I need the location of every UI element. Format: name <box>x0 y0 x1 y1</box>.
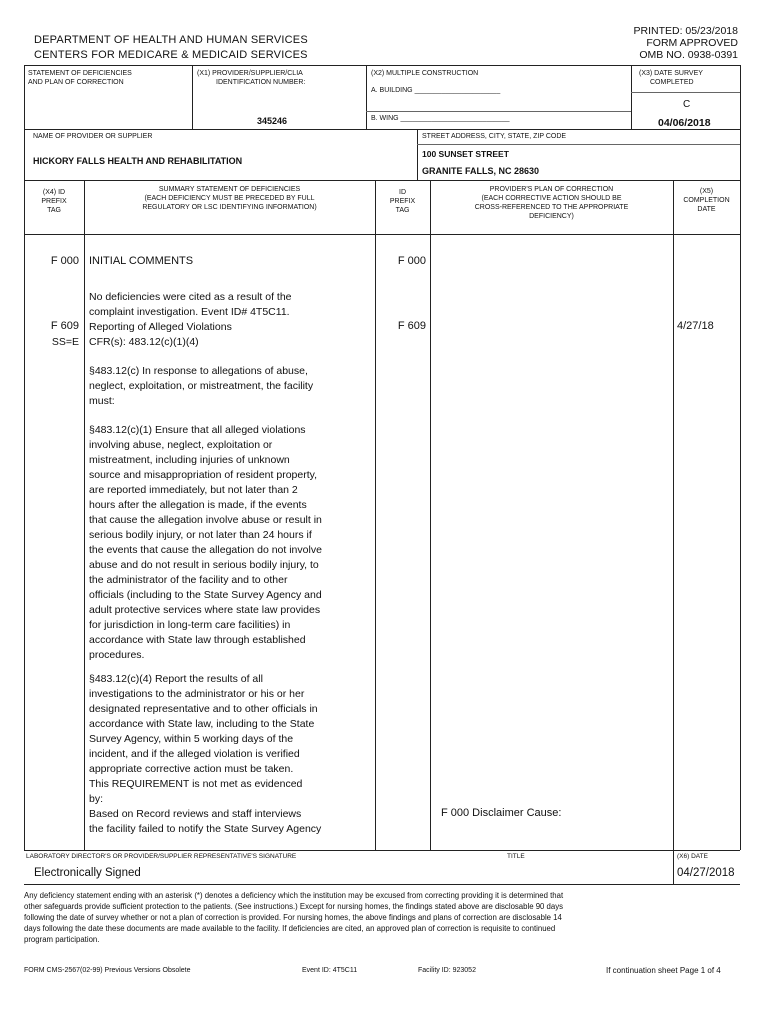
provider-street: 100 SUNSET STREET <box>422 149 509 159</box>
rule-colhead-bottom <box>24 234 740 235</box>
rule-table-right <box>740 180 741 850</box>
x3-label-1: (X3) DATE SURVEY <box>639 70 703 77</box>
col-x4-line1: (X4) ID <box>42 189 66 196</box>
rule-col-summary <box>375 180 376 850</box>
rule-top <box>24 65 740 66</box>
x2-wing: B. WING ____________________________ <box>371 115 510 122</box>
rule-provider-right <box>740 129 741 180</box>
title-label: TITLE <box>507 853 525 860</box>
rule-provider-mid <box>417 129 418 180</box>
tag-f609-left: F 609 <box>50 320 79 332</box>
f609-completion-date: 4/27/18 <box>677 320 714 332</box>
col-x4-line2: PREFIX <box>41 198 67 205</box>
col-x5-line3: DATE <box>697 206 716 213</box>
rule-x3-left <box>631 65 632 129</box>
col-x4-line3: TAG <box>47 207 61 214</box>
col-id-line3: TAG <box>395 207 410 214</box>
col-x5-header <box>673 187 740 214</box>
omb-number: OMB NO. 0938-0391 <box>639 49 738 61</box>
col-plan-line1: PROVIDER'S PLAN OF CORRECTION <box>489 186 614 193</box>
col-x4-header <box>24 188 84 215</box>
paragraph-483-12-c4: §483.12(c)(4) Report the results of all investigations to the administrator or his or her designated representative and to other officials in accordance with State law, including to the State Survey Agency, within 5 working days of the incident, and if the alleged violation is verified appropriate corrective action must be taken. This REQUIREMENT is not met as evidenced by: Based on Record reviews and staff interviews the facility failed to notify the State Survey Agency <box>89 673 322 835</box>
signature-date: 04/27/2018 <box>677 867 735 879</box>
tag-f000-right: F 000 <box>397 255 426 267</box>
col-id-line1: ID <box>399 189 406 196</box>
col-summary-line1: SUMMARY STATEMENT OF DEFICIENCIES <box>158 186 301 193</box>
rule-signature-top <box>24 850 740 851</box>
provider-name: HICKORY FALLS HEALTH AND REHABILITATION <box>33 156 243 166</box>
electronic-signature: Electronically Signed <box>34 867 141 879</box>
rule-provider-left <box>24 129 25 180</box>
no-deficiencies-paragraph: No deficiencies were cited as a result of the complaint investigation. Event ID# 4T5C11. <box>89 291 292 318</box>
rule-provider-bottom <box>24 180 740 181</box>
rule-id-bottom <box>24 129 740 130</box>
x3-label-2: COMPLETED <box>650 79 694 86</box>
printed-date: PRINTED: 05/23/2018 <box>633 25 738 37</box>
provider-name-label: NAME OF PROVIDER OR SUPPLIER <box>33 133 153 140</box>
f609-title: Reporting of Alleged Violations CFR(s): 483.12(c)(1)(4) <box>89 321 232 348</box>
initial-comments-title: INITIAL COMMENTS <box>89 255 194 267</box>
department-line-2: CENTERS FOR MEDICARE & MEDICAID SERVICES <box>34 49 308 61</box>
rule-col-plan <box>673 180 674 850</box>
signature-label: LABORATORY DIRECTOR'S OR PROVIDER/SUPPLIER REPRESENTATIVE'S SIGNATURE <box>26 853 297 860</box>
department-line-1: DEPARTMENT OF HEALTH AND HUMAN SERVICES <box>34 34 308 46</box>
survey-completed-date: 04/06/2018 <box>658 117 711 129</box>
rule-x1-left <box>192 65 193 129</box>
provider-id-number: 345246 <box>257 116 288 126</box>
col-plan-line2: (EACH CORRECTIVE ACTION SHOULD BE <box>481 195 622 202</box>
col-summary-line3: REGULATORY OR LSC IDENTIFYING INFORMATION) <box>142 204 317 211</box>
disclaimer-cause: F 000 Disclaimer Cause: <box>441 807 562 819</box>
address-label: STREET ADDRESS, CITY, STATE, ZIP CODE <box>422 133 567 140</box>
rule-col-tag <box>84 180 85 850</box>
rule-wing-top <box>366 111 631 112</box>
col-plan-line4: DEFICIENCY) <box>529 213 574 220</box>
col-x5-line2: COMPLETION <box>683 197 730 204</box>
rule-x3-mid <box>631 92 740 93</box>
provider-city: GRANITE FALLS, NC 28630 <box>422 166 540 176</box>
col-x5-line1: (X5) <box>699 188 714 195</box>
col-summary-line2: (EACH DEFICIENCY MUST BE PRECEDED BY FULL <box>144 195 315 202</box>
rule-left <box>24 65 25 129</box>
x3-code: C <box>683 99 691 110</box>
statement-label-2: AND PLAN OF CORRECTION <box>28 79 124 86</box>
continuation-page: If continuation sheet Page 1 of 4 <box>606 966 721 975</box>
col-plan-header <box>430 185 673 221</box>
col-summary-header <box>84 185 375 212</box>
rule-col-id <box>430 180 431 850</box>
footer-facility-id: Facility ID: 923052 <box>418 967 476 974</box>
col-plan-line3: CROSS-REFERENCED TO THE APPROPRIATE <box>474 204 629 211</box>
x1-label-1: (X1) PROVIDER/SUPPLIER/CLIA <box>197 70 303 77</box>
rule-right <box>740 65 741 129</box>
scope-severity: SS=E <box>51 336 79 348</box>
form-number: FORM CMS-2567(02-99) Previous Versions Obsolete <box>24 967 191 974</box>
tag-f609-right: F 609 <box>397 320 426 332</box>
col-id-line2: PREFIX <box>389 198 416 205</box>
x2-building: A. BUILDING ______________________ <box>371 87 501 94</box>
rule-signature-date <box>673 850 674 884</box>
rule-address-under <box>417 144 740 145</box>
rule-signature-bottom <box>24 884 740 885</box>
statement-label-1: STATEMENT OF DEFICIENCIES <box>28 70 132 77</box>
x1-label-2: IDENTIFICATION NUMBER: <box>216 79 306 86</box>
footer-event-id: Event ID: 4T5C11 <box>302 967 358 974</box>
disclosure-notice: Any deficiency statement ending with an asterisk (*) denotes a deficiency which the institution may be excused from correcting providing it is determined that other safeguards provide sufficient protection to the patients. (See instructions.) Except for nursing homes, the findings stated above are disclosable 90 days following the date of survey whether or not a plan of correction is provided. For nursing homes, the above findings and plans of correction are disclosable 14 days following the date these documents are made available to the facility. If deficiencies are cited, an approved plan of correction is requisite to continued program participation. <box>24 891 564 944</box>
rule-table-left <box>24 180 25 850</box>
paragraph-483-12-c1: §483.12(c)(1) Ensure that all alleged violations involving abuse, neglect, exploitation or mistreatment, including injuries of unknown source and misappropriation of resident property, are reported immediately, but not later than 2 hours after the allegation is made, if the events that cause the allegation involve abuse or result in serious bodily injury, or not later than 24 hours if the events that cause the allegation do not involve abuse and do not result in serious bodily injury, to the administrator of the facility and to other officials (including to the State Survey Agency and adult protective services where state law provides for jurisdiction in long-term care facilities) in accordance with State law through established procedures. <box>89 424 322 661</box>
rule-x2-left <box>366 65 367 129</box>
x2-label: (X2) MULTIPLE CONSTRUCTION <box>371 70 479 77</box>
col-id-header <box>375 188 430 215</box>
paragraph-483-12-c: §483.12(c) In response to allegations of abuse, neglect, exploitation, or mistreatment, the facility must: <box>89 365 314 407</box>
x6-date-label: (X6) DATE <box>677 853 708 860</box>
form-approved: FORM APPROVED <box>646 37 738 49</box>
tag-f000-left: F 000 <box>50 255 79 267</box>
